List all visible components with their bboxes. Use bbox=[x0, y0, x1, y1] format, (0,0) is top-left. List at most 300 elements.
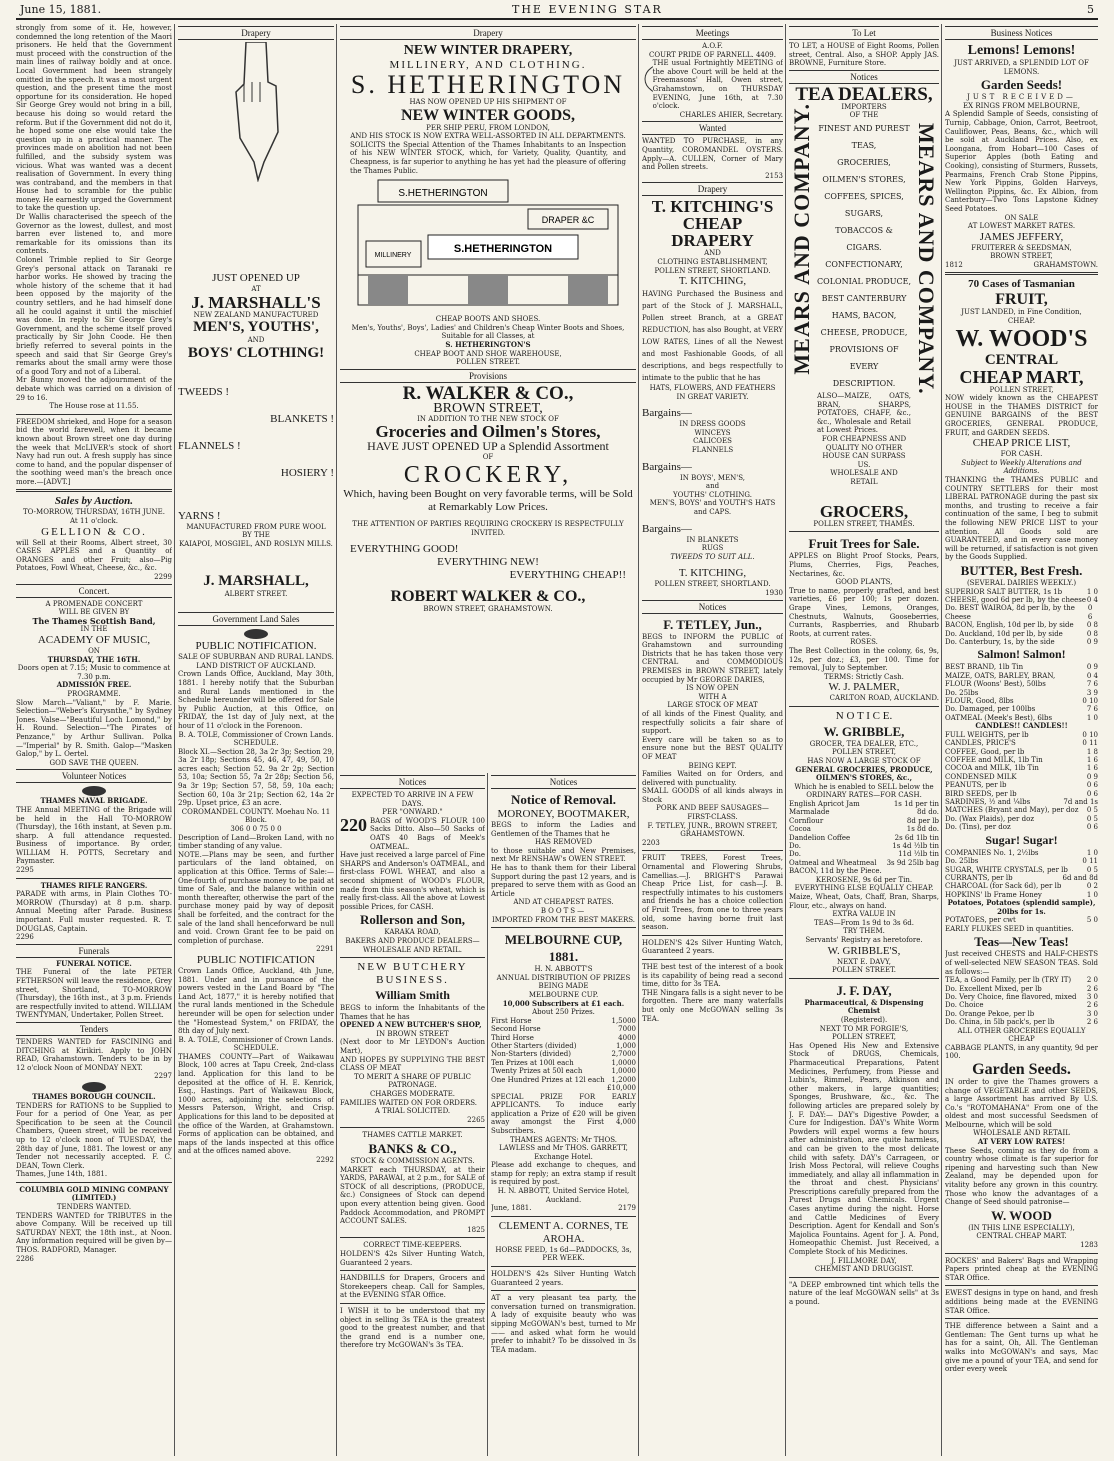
court-body: THE usual Fortnightly MEETING of the above Court will be held at the Freemasons' Hall, Owen street, Grahamstown, on THURSDAY EVENING, June 16th, at 7.30 o'clock. bbox=[652, 59, 783, 111]
price-row-label: COFFEE and MILK, 1lb Tin bbox=[945, 756, 1043, 765]
price-row-value: 0 2 bbox=[1086, 882, 1098, 891]
sale-time: At 11 o'clock. bbox=[69, 517, 118, 526]
paper-title: THE EVENING STAR bbox=[512, 3, 663, 16]
heth-opened: HAS NOW OPENED UP HIS SHIPMENT OF bbox=[409, 98, 567, 106]
tea-price-list bbox=[945, 976, 1098, 1026]
mears-item: HAMS, BACON, bbox=[831, 310, 897, 320]
tea-row bbox=[945, 993, 1098, 1001]
tea-row-value: 3 0 bbox=[1086, 1009, 1098, 1018]
prize-row-value: 1,0000 bbox=[611, 1067, 636, 1076]
price-row-value: 8d per lb bbox=[906, 816, 939, 825]
price-row bbox=[945, 680, 1098, 688]
gribble-try: TRY THEM. bbox=[843, 927, 885, 936]
gribble-street: POLLEN STREET, bbox=[831, 748, 897, 757]
arrive-title: EXPECTED TO ARRIVE IN A FEW DAYS. bbox=[351, 791, 474, 808]
cup-title: MELBOURNE CUP, 1881. bbox=[504, 932, 623, 965]
section-heading: Notices bbox=[340, 775, 485, 789]
garden-seeds-body: IN order to give the Thames growers a change of VEGETABLE and other SEEDS, a large Assortment has arrived By U.S. Co.'s "ROTOMAHANA" From one of the oldest and most successful Seedsmen of Melbourne, which will be sold bbox=[945, 1077, 1098, 1129]
gribble-teas: TEAS—From 1s 9d to 3s 6d. bbox=[813, 918, 915, 927]
heth-winter: NEW WINTER DRAPERY, bbox=[403, 43, 573, 58]
price-row-label: Do. 25lbs bbox=[945, 688, 979, 697]
court-title: COURT PRIDE OF PARNELL. 4409. bbox=[649, 50, 776, 59]
rollerson-name: Rollerson and Son, bbox=[359, 912, 466, 928]
price-row-value: 0 6 bbox=[1086, 823, 1098, 832]
bargains-heading: Bargains— bbox=[642, 407, 692, 420]
tetley-first: FIRST-CLASS. bbox=[687, 813, 738, 822]
prize-row-value: 1,0000 bbox=[611, 1058, 636, 1067]
price-row-label: Cornflour bbox=[789, 816, 824, 825]
price-row-label: Do. bbox=[789, 850, 801, 859]
mears-item: CONFECTIONARY, bbox=[825, 259, 903, 269]
price-row bbox=[945, 630, 1098, 638]
heth-boots-sub: Men's, Youths', Boys', Ladies' and Children's Cheap Winter Boots and Shoes, Suitable for all Classes, at bbox=[351, 323, 625, 341]
kitching-variety: IN GREAT VARIETY. bbox=[676, 392, 749, 401]
day-body: Has Opened His New and Extensive Stock of DRUGS, Chemicals, Pharmaceutical Preparations, Patent Medicines, Perfumery, from Piesse and Lubin's, Rimmel, Pears, Atkinson and other makers, in large quantities; Sponges, Brushware, &c., &c. The following articles are prepared solely by J. F. DAY:— DAY's Digestive Powder, a Cure for Indigestion. DAY's White Worm Powders will expel worms a few hours after administration, are quite harmless, and can be given to the most delicate child with safety. DAY's Carrageen, or Irish Moss Pectoral, will relieve Coughs immediately, and allay all inflammation in the throat and chest. Physicians' Prescriptions carefully prepared from the Purest Drugs and Chemicals. Urgent Cases anytime during the night. Horse and Cattle Medicines of Every Description. Agent for Kendall and Son's Majolica Fountains. Agent for J. A. Pond, Homeopathic Chemist. Just Received, a Complete Stock of his Medicines. bbox=[789, 1041, 939, 1257]
tea-row bbox=[945, 976, 1098, 984]
price-row-label: Do. bbox=[789, 842, 801, 851]
tobacco-advert: FREEDOM shrieked, and Hope for a season bid the world farewell, when it became known about Brown street one day during the week that McLIVER's stock of short Navy had run out. A fresh supply has since come to hand, and the popular dispenser of the soothing weed man's the breach once more.—[ADVT.] bbox=[16, 417, 172, 486]
wanted-body: WANTED TO PURCHASE, in any Quantity, COROMANDEL OYSTERS. Apply—A. CULLEN, Corner of Mary and Pollen streets. bbox=[642, 137, 783, 172]
price-row-value: 3 9 bbox=[1086, 688, 1098, 697]
price-list bbox=[945, 663, 1098, 722]
parliament-report: strongly from some of it. He, however, condemned the long retention of the Maori prisoners. He held that the Government must proceed with the construction of the main lines of railway boldly and at once. Local Government had been strangely omitted in the speech. It was a most urgent question, and the present time the most opportune for its consideration. He hoped Sir George Grey would not bring in a bill, because his doing so would retard the reform. But if the Government did not do it, he hoped some one else would take the question up in a practical manner. The provinces made on abolition had not been fulfilled, and the subsidy system was vicious. What was wanted was a decent realisation of Government. In every thing was contraband, and the members in that House had to scramble for the public money. He earnestly urged the Government to take the question up. bbox=[16, 24, 172, 213]
rollerson-road: KARAKA ROAD, bbox=[384, 928, 441, 937]
parliament-report: Colonel Trimble replied to Sir George Grey's personal attack on Taranaki re harbor works. He showed by tracing the whole history of the scheme that it had been opposed by the majority of the country settlers, and he had himself done all he could against it until the mischief was done. In reply to Sir George Grey's Government, and the scheme itself proved practically by Sir John Coode. He then briefly referred to several points in the speech and said that Sir George Grey's remarks about the small army were those of a good Tory and not of a Liberal. bbox=[16, 256, 172, 376]
seeds-on-sale: ON SALE bbox=[1004, 213, 1039, 222]
bargain-item: IN BLANKETS bbox=[686, 535, 739, 544]
butcher-next: (Next door to Mr LEYDON's Auction Mart), bbox=[340, 1038, 485, 1056]
marshall-mills: KAIAPOI, MOSGIEL, AND ROSLYN MILLS. bbox=[179, 539, 333, 548]
notification-subtitle: SALE OF SUBURBAN AND RURAL LANDS. bbox=[178, 653, 334, 662]
prize-row bbox=[491, 1034, 636, 1042]
price-row-value: 11d ½lb tin bbox=[898, 850, 939, 859]
jeffery-street: BROWN STREET, bbox=[990, 252, 1053, 261]
tetley-body: BEGS to INFORM the PUBLIC of Grahamstown and surrounding Districts that he has taken those very CENTRAL and COMMODIOUS PREMISES in BROWN STREET, lately occupied by Mr GEORGE DARIES, bbox=[642, 632, 783, 684]
tea-advert: THE difference between a Saint and a Gentleman: The Gent turns up what he has for a saint, Oh, All. The Gentleman walks into McGOWAN's and says, Mac give me a pound of your TEA, and send for order every week bbox=[945, 1322, 1098, 1374]
section-heading: Notices bbox=[789, 70, 939, 84]
removal-premises: to those suitable and New Premises, next Mr RENSHAW's OWEN STREET. bbox=[491, 846, 636, 864]
price-row-label: COFFEE, Good, per lb bbox=[945, 747, 1025, 756]
gribble-name: W. GRIBBLE, bbox=[823, 723, 905, 739]
prize-row-value: 7000 bbox=[618, 1025, 636, 1034]
marshall-and: AND bbox=[247, 336, 265, 345]
land-signature: B. A. TOLE, Commissioner of Crown Lands. bbox=[178, 730, 334, 739]
coromandel-title: COROMANDEL COUNTY. Moehau No. 11 Block. bbox=[181, 807, 331, 825]
price-row bbox=[945, 857, 1098, 865]
ad-number: 1812 bbox=[945, 260, 963, 269]
ad-number: 1825 bbox=[467, 1225, 485, 1234]
price-row-value: 0 5 bbox=[1086, 806, 1098, 815]
price-row-label: FLOUR (Woons' Best), 50lbs bbox=[945, 680, 1046, 689]
tetley-pork: PORK AND BEEF SAUSAGES— bbox=[656, 804, 769, 813]
price-row-value: 0 6 bbox=[1087, 604, 1093, 621]
gribble-maize: Maize, Wheat, Oats, Chaff, Bran, Sharps, Flour, etc., always on hand. bbox=[789, 893, 939, 910]
notification-title: PUBLIC NOTIFICATION. bbox=[195, 640, 317, 653]
tea-advert: AT a very pleasant tea party, the conversation turned on transmigration. A lady of exquisite beauty who was sipping McGOWAN's best, turned to Mr —— and asked what form he would prefer to inhabit? To be dissolved in 3s TEA madam. bbox=[491, 1294, 636, 1354]
bargain-item: IN BOYS', MEN'S, bbox=[679, 473, 746, 482]
day-signature: J. FILLMORE DAY, bbox=[831, 1256, 897, 1265]
tea-row bbox=[945, 1018, 1098, 1026]
naval-body: THE Annual MEETING of the Brigade will be held in the Hall TO-MORROW (Thursday), the 16th instant, at Seven p.m. sharp. A full attendance requested. Business of importance. By order, WILLIAM H. POTTS, Secretary and Paymaster. bbox=[16, 805, 172, 866]
removal-has: HAS REMOVED bbox=[534, 838, 593, 847]
price-row bbox=[789, 842, 939, 850]
price-row-value: 0 9 bbox=[1086, 663, 1098, 672]
abbott-dist: ANNUAL DISTRIBUTION OF PRIZES BEING MADE bbox=[496, 973, 631, 991]
price-row-value: 0 6 bbox=[1086, 781, 1098, 790]
tetley-kept: BEING KEPT. bbox=[688, 761, 737, 770]
walker-bought: Which, having been Bought on very favorable terms, will be Sold at Remarkably Low Prices. bbox=[343, 487, 633, 513]
price-row bbox=[945, 806, 1098, 814]
bargain-item: YOUTHS' CLOTHING. bbox=[673, 490, 752, 499]
naval-title: THAMES NAVAL BRIGADE. bbox=[40, 796, 148, 806]
price-row bbox=[945, 638, 1098, 646]
prize-row-value: 1,2000 bbox=[611, 1075, 636, 1084]
section-heading: Notices bbox=[642, 600, 783, 614]
price-row bbox=[945, 798, 1098, 806]
tetley-all: of all kinds of the Finest Quality, and respectfully solicits a fair share of support. bbox=[642, 709, 783, 736]
funeral-title: FUNERAL NOTICE. bbox=[56, 958, 132, 968]
section-heading: Meetings bbox=[642, 26, 783, 40]
walker-crockery: CROCKERY, bbox=[403, 461, 573, 488]
prize-row-label: Non-Starters (divided) bbox=[491, 1050, 571, 1059]
sale-date: TO-MORROW, THURSDAY, 16TH JUNE. bbox=[23, 508, 165, 517]
mears-item: OILMEN'S STORES, bbox=[822, 174, 906, 184]
price-row-label: English Apricot Jam bbox=[789, 800, 860, 809]
column-2 bbox=[178, 24, 334, 1456]
price-row-label: Oatmeal and Wheatmeal bbox=[789, 858, 877, 867]
sign-text: MILLINERY bbox=[374, 252, 412, 260]
bargain-item: MEN'S, BOYS' and YOUTH'S HATS bbox=[649, 499, 776, 508]
price-row bbox=[945, 874, 1098, 882]
mears-grocers: GROCERS, bbox=[819, 501, 909, 521]
prize-row-value: 2,7000 bbox=[611, 1050, 636, 1059]
price-row-value: 0 11 bbox=[1082, 857, 1098, 866]
fruit-trees-body: APPLES on Blight Proof Stocks, Pears, Plums, Cherries, Figs, Peaches, Nectarines, &c. bbox=[789, 552, 939, 578]
gribble-prices bbox=[789, 800, 939, 867]
parliament-report: The House rose at 11.55. bbox=[49, 402, 139, 411]
price-row bbox=[789, 800, 939, 808]
price-row bbox=[945, 672, 1098, 680]
palmer-name: W. J. PALMER, bbox=[828, 681, 900, 694]
tetley-signature: F. TETLEY, JUNR., BROWN STREET, GRAHAMSTOWN. bbox=[647, 821, 778, 839]
gribble-servants: Servants' Registry as heretofore. bbox=[805, 936, 923, 945]
gribble-has: HAS NOW A LARGE STOCK OF bbox=[807, 757, 921, 766]
tea-advert: I WISH it to be understood that my object in selling 3s TEA is the greatest good to the greatest number, and that the grand end is a number one, therefore try McGOWAN's 3s TEA. bbox=[340, 1306, 485, 1350]
prize-row bbox=[491, 1059, 636, 1067]
abbott-cup: MELBOURNE CUP. bbox=[528, 990, 599, 999]
butcher-street: IN BROWN STREET bbox=[376, 1029, 449, 1038]
tea-advert: THE Ningara falls is a sight never to be forgotten. There are many waterfalls but only one McGOWAN selling 3s TEA. bbox=[642, 988, 783, 1023]
marshall-signature: J. MARSHALL, bbox=[203, 572, 309, 589]
mears-list bbox=[817, 103, 911, 487]
section-heading: Funerals bbox=[16, 944, 172, 958]
price-row-value: 7d and 1s bbox=[1063, 798, 1098, 807]
price-row bbox=[945, 739, 1098, 747]
walker-attention: THE ATTENTION OF PARTIES REQUIRING CROCKERY IS RESPECTFULLY INVITED. bbox=[352, 519, 624, 537]
column-rule bbox=[638, 24, 639, 1456]
tea-row-label: TEA, a Good Family, per lb (TRY IT) bbox=[945, 976, 1072, 985]
section-heading: Sales by Auction. bbox=[54, 495, 134, 508]
prize-row-label: One Hundred Prizes at 12l each bbox=[491, 1075, 605, 1084]
wood-central: CENTRAL bbox=[984, 351, 1059, 368]
walker-groceries: Groceries and Oilmen's Stores, bbox=[375, 422, 601, 442]
tea-row-label: Do. Choice bbox=[945, 1001, 984, 1010]
day-trade: Pharmaceutical, & Dispensing Chemist bbox=[804, 997, 924, 1016]
butcher-name: William Smith bbox=[375, 988, 450, 1003]
butter-dairies: (SEVERAL DAIRIES WEEKLY.) bbox=[966, 578, 1077, 587]
price-row-value: 1 8 bbox=[1086, 747, 1098, 756]
arrive-flour: BAGS of WOOD'S FLOUR 100 Sacks Ditto. Also—50 Sacks of OATS 40 Bags of Meek's OATMEAL. bbox=[370, 816, 485, 851]
butter-title: BUTTER, Best Fresh. bbox=[960, 562, 1083, 578]
heth-stock: AND HIS STOCK IS NOW EXTRA WELL-ASSORTED IN ALL DEPARTMENTS. bbox=[350, 132, 626, 141]
borough-body: TENDERS for RATIONS to be Supplied to Four for a period of One Year, as per Specification to be seen at the Council Chambers, Queen street, will be received up to 12 o'clock noon of TUESDAY, the 28th day of June, 1881. The lowest or any Tender not necessarily accepted. F. C. DEAN, Town Clerk. bbox=[16, 1101, 172, 1170]
kitching-signature: T. KITCHING, bbox=[678, 567, 747, 580]
heth-warehouse-3: POLLEN STREET. bbox=[455, 358, 521, 367]
wood-signature: W. WOOD bbox=[991, 1207, 1052, 1223]
seeds-received: JUST RECEIVED— bbox=[967, 93, 1076, 102]
walker-street: BROWN STREET, bbox=[433, 400, 543, 416]
tea-row-value: 2 6 bbox=[1086, 984, 1098, 993]
section-heading: Notices bbox=[491, 775, 636, 789]
bargains-heading: Bargains— bbox=[642, 460, 692, 473]
tender-body: TENDERS WANTED for FASCINING and DITCHING at Kirikiri. Apply to JOHN READ, Grahamstown. Tenders to be in by 12 o'clock Noon of MONDAY NEXT. bbox=[16, 1037, 172, 1072]
price-row bbox=[945, 697, 1098, 705]
prize-row-value: 4000 bbox=[618, 1033, 636, 1042]
ad-number: 2296 bbox=[16, 933, 34, 942]
tetley-every: Every care will be taken so as to ensure none but the BEST QUALITY OF MEAT bbox=[642, 735, 783, 761]
abbott-name: H. N. ABBOTT'S bbox=[534, 965, 593, 974]
tea-row bbox=[945, 985, 1098, 993]
walker-everything-good: EVERYTHING GOOD! bbox=[350, 543, 459, 556]
land-note: NOTE.—Plans may be seen, and further particulars of the land obtained, on application at this Office. Terms of Sale:—One-fourth of purchase money to be paid at time of Sale, and the balance within one month thereafter, otherwise the part of the purchase money paid by way of deposit shall be forfeited, and the contract for the sale of the land shall henceforward be null and void. Crown Grant fee to be paid on completion of purchase. bbox=[178, 850, 334, 945]
tea-row-label: Do. Orange Pekoe, per lb bbox=[945, 1009, 1035, 1018]
price-row-value: 1 6 bbox=[1086, 764, 1098, 773]
price-list-subject: Subject to Weekly Alterations and Additions. bbox=[961, 458, 1082, 476]
price-list-title: CHEAP PRICE LIST, bbox=[972, 437, 1071, 450]
sale-body: will Sell at their Rooms, Albert street, 30 CASES APPLES and a Quantity of ORANGES and other Fruit; also—Pig Potatoes, Fowl Wheat, Cheese, &c., &c. bbox=[16, 538, 172, 573]
tasmanian-landed: JUST LANDED, in Fine Condition, bbox=[961, 308, 1082, 317]
special-prize: SPECIAL PRIZE FOR EARLY APPLICANTS. To induce early application a Prize of £20 will be given away amongst the First 4,000 Subscribers. bbox=[491, 1092, 636, 1135]
abbott-subscribers: 10,000 Subscribers at £1 each. bbox=[502, 998, 625, 1008]
price-row bbox=[945, 705, 1098, 713]
day-next: NEXT TO MR FORGIE'S, bbox=[819, 1024, 909, 1033]
price-row bbox=[789, 859, 939, 867]
parliament-report: Dr Wallis characterised the speech of the Governor as the lowest, dullest, and most barren ever listened to, and more remarkable for its omissions than its contents. bbox=[16, 213, 172, 256]
heth-goods: NEW WINTER GOODS, bbox=[400, 106, 576, 124]
holden-watch: HOLDEN'S 42s Silver Hunting Watch, Guaranteed 2 years. bbox=[642, 938, 783, 956]
gold-subtitle: TENDERS WANTED. bbox=[56, 1203, 132, 1212]
lemons-title: Lemons! Lemons! bbox=[967, 43, 1076, 58]
concert-anthem: GOD SAVE THE QUEEN. bbox=[49, 758, 139, 767]
price-row-label: Do. Canterbury, 1s, by the side bbox=[945, 637, 1055, 646]
removal-name: MORONEY, BOOTMAKER, bbox=[497, 808, 630, 820]
palmer-address: CARLTON ROAD, AUCKLAND. bbox=[829, 694, 939, 703]
mears-also: ALSO—MAIZE, OATS, BRAN, SHARPS, POTATOES, CHAFF, &c., &c., Wholesale and Retail at Lowest Prices. bbox=[817, 391, 911, 435]
mears-street: POLLEN STREET, THAMES. bbox=[813, 519, 915, 528]
tea-row-label: Do. China, in 5lb pack's, per lb bbox=[945, 1018, 1055, 1027]
ad-number: 1930 bbox=[765, 589, 783, 597]
banks-body: MARKET each THURSDAY, at their YARDS, PARAWAI, at 2 p.m., for SALE of STOCK of all descriptions, (PRODUCE, &c.) Consignees of Stock can depend upon every attention being given. Good Paddock Accommodation, and PROMPT ACCOUNT SALES. bbox=[340, 1165, 485, 1226]
arrive-body: Have just received a large parcel of Fine SHARPS and Anderson's OATMEAL, and first-class FOWL WHEAT, and also a second shipment of WOOD's FLOUR, made from this season's wheat, which is really first-class. All the above at Lowest possible Prices, for CASH. bbox=[340, 851, 485, 911]
potatoes-price: 5 0 bbox=[1086, 916, 1098, 925]
mears-item: PROVISIONS OF EVERY bbox=[829, 344, 899, 371]
abbott-signature: H. N. ABBOTT, United Service Hotel, Auckland. bbox=[497, 1187, 630, 1204]
price-row bbox=[945, 849, 1098, 857]
section-heading: To Let bbox=[789, 26, 939, 40]
price-row-label: Do. Damaged, per 100lbs bbox=[945, 705, 1036, 714]
potatoes-title: Potatoes, Potatoes (splendid sample), 20lbs for 1s. bbox=[947, 898, 1096, 916]
tweeds-line: TWEEDS TO SUIT ALL. bbox=[670, 552, 755, 561]
butcher-merit: TO MERIT A SHARE OF PUBLIC PATRONAGE. bbox=[354, 1072, 471, 1090]
prize-row bbox=[491, 1017, 636, 1025]
heth-warehouse: S. HETHERINGTON'S bbox=[445, 339, 531, 349]
prize-row-label: First Horse bbox=[491, 1016, 532, 1025]
gold-title: COLUMBIA GOLD MINING COMPANY (LIMITED.) bbox=[19, 1184, 169, 1203]
price-row-label: COMPANIES No. 1, 2½lbs bbox=[945, 848, 1039, 857]
tetley-name: F. TETLEY, Jun., bbox=[663, 616, 762, 632]
fruit-trees-body-2: True to name, properly grafted, and best varieties, £6 per 100; 1s per dozen. Grape Vines, Lemons, Oranges, Chestnuts, Walnuts, Gooseberries, Currants, Raspberries, and Rhubarb Roots, at current rates. bbox=[789, 586, 939, 638]
day-signature-2: CHEMIST AND DRUGGIST. bbox=[814, 1265, 914, 1274]
handbills-advert: HANDBILLS for Drapers, Grocers and Storekeepers cheap. Call for Samples, at the EVENING STAR Office. bbox=[340, 1274, 485, 1300]
price-row-label: Cocoa bbox=[789, 825, 811, 834]
price-row bbox=[945, 773, 1098, 781]
coromandel-row: 306 0 0 75 0 0 bbox=[230, 825, 282, 834]
column-rule bbox=[336, 24, 337, 1456]
price-row-label: SARDINES, ½ and ¼lbs bbox=[945, 798, 1031, 807]
ad-number: 2179 bbox=[618, 1204, 636, 1213]
tea-row bbox=[945, 1010, 1098, 1018]
column-1 bbox=[16, 24, 172, 1456]
removal-title: Notice of Removal. bbox=[510, 792, 617, 807]
rifle-body: PARADE with arms, in Plain Clothes TO-MORROW (Thursday) at 8 p.m. sharp. Annual Meeting after Parade. Business important. Full muster requested. R. T. DOUGLAS, Captain. bbox=[16, 890, 172, 933]
rollerson-trade: BAKERS AND PRODUCE DEALERS— bbox=[345, 936, 480, 945]
price-row bbox=[945, 882, 1098, 890]
section-heading: Wanted bbox=[642, 121, 783, 135]
prize-row bbox=[491, 1025, 636, 1033]
column-6 bbox=[789, 24, 939, 1456]
price-row bbox=[789, 834, 939, 842]
price-row-value: 7 6 bbox=[1086, 680, 1098, 689]
kitching-hats: HATS, FLOWERS, AND FEATHERS bbox=[649, 384, 776, 393]
day-registered: (Registered). bbox=[840, 1016, 888, 1024]
ad-number: 1283 bbox=[1080, 1241, 1098, 1249]
marshall-street: ALBERT STREET. bbox=[224, 589, 288, 598]
price-row-value: 7 6 bbox=[1086, 705, 1098, 714]
schedule-body: Block XI.—Section 28, 3a 2r 3p; Section 29, 3a 2r 18p; Sections 45, 46, 47, 49, 50, 10 acres each; Section 52. 9a 2r 2p; Section 53, 10a; Section 55, 7a 2r 28p; Section 56, 9a 3r 19p; Section 57, 58, 59, 10a each; Section 60, 10a 3r 21p; Section 62, 14a 2r 29p. Upset price, £3 an acre. bbox=[178, 747, 334, 808]
price-row-label: Dandelion Coffee bbox=[789, 833, 851, 842]
page-number: 5 bbox=[1087, 3, 1094, 16]
prize-row-label: Other Starters (divided) bbox=[491, 1041, 577, 1050]
marshall-yarns: YARNS ! bbox=[178, 509, 221, 522]
price-row-value: 2s 6d 1lb tin bbox=[894, 833, 939, 842]
gribble-kerosene: KEROSENE, 9s 6d per Tin. bbox=[815, 875, 913, 884]
price-row-label: FLOUR, Good, 8lbs bbox=[945, 697, 1014, 705]
concert-date: THURSDAY, THE 16TH. bbox=[47, 654, 141, 664]
tetley-open: IS NOW OPEN bbox=[686, 684, 739, 693]
day-street: POLLEN STREET, bbox=[831, 1033, 897, 1042]
funeral-body: THE Funeral of the late PETER FETHERSON will leave the residence, Grey street, Shortland, TO-MORROW (Thursday), the 16th inst., at 3 p.m. Friends are respectfully invited to attend. WILLIAM TWENTYMAN, Undertaker, Pollen Street. bbox=[16, 968, 172, 1020]
sugar-title: Sugar! Sugar! bbox=[985, 832, 1058, 847]
price-row bbox=[789, 825, 939, 833]
concert-doors: Doors open at 7.15; Music to commence at 7.30 p.m. bbox=[17, 664, 171, 681]
tea-row-value: 2 6 bbox=[1086, 1018, 1098, 1027]
tolet-body: TO LET, a HOUSE of Eight Rooms, Pollen street, Central. Also, a SHOP. Apply JAS. BROWNE, Furniture Store. bbox=[789, 42, 939, 68]
column-4 bbox=[491, 773, 636, 1456]
gribble-notice: N O T I C E. bbox=[835, 709, 893, 722]
issue-date: June 15, 1881. bbox=[20, 3, 102, 16]
price-row-label: Do. (Wax Plaids), per doz bbox=[945, 814, 1035, 823]
mears-item: SUGARS, bbox=[844, 208, 884, 218]
price-row-value: 0 9 bbox=[1086, 637, 1098, 646]
prize-row-label: Ten Prizes at 100l each bbox=[491, 1058, 574, 1067]
price-row bbox=[945, 781, 1098, 789]
wood-mart-signature: CENTRAL CHEAP MART. bbox=[976, 1232, 1067, 1241]
butcher-trial: A TRIAL SOLICITED. bbox=[374, 1107, 451, 1116]
gribble-next: NEXT E. DAVY, bbox=[837, 957, 891, 966]
jeffery-name: JAMES JEFFERY, bbox=[979, 230, 1064, 243]
lemons-body: JUST ARRIVED, a SPLENDID LOT OF LEMONS. bbox=[954, 59, 1089, 76]
pointing-hand-icon bbox=[216, 42, 296, 182]
seeds-ship: EX RINGS FROM MELBOURNE, bbox=[963, 101, 1080, 110]
price-row-label: MAIZE, OATS, BARLEY, BRAN, bbox=[945, 671, 1056, 680]
price-row bbox=[945, 764, 1098, 772]
gribble-signature: W. GRIBBLE'S, bbox=[827, 944, 901, 957]
concert-band: The Thames Scottish Band, bbox=[32, 615, 156, 626]
bargain-item: and CAPS. bbox=[693, 508, 732, 517]
potatoes-label: POTATOES, per cwt bbox=[945, 916, 1016, 925]
walker-name: R. WALKER & CO., bbox=[402, 382, 574, 404]
tea-row-value: 2 0 bbox=[1086, 976, 1098, 985]
marshall-men: MEN'S, YOUTHS', bbox=[193, 319, 319, 336]
column-7 bbox=[945, 24, 1098, 1456]
gribble-bacon: BACON, 11d by the Piece. bbox=[789, 867, 882, 876]
ad-number: 2297 bbox=[154, 1072, 172, 1081]
fruit-trees-good: GOOD PLANTS, bbox=[835, 578, 893, 587]
price-list bbox=[945, 849, 1098, 899]
section-heading: Tenders bbox=[16, 1022, 172, 1036]
marshall-open: JUST OPENED UP bbox=[212, 272, 300, 284]
land-district: LAND DISTRICT OF AUCKLAND. bbox=[196, 661, 316, 670]
mears-vertical-left: MEARS AND COMPANY. bbox=[789, 102, 814, 375]
price-row-value: 0 8 bbox=[1086, 621, 1098, 630]
bargain-item: WINCEYS bbox=[694, 428, 731, 437]
mears-importers: IMPORTERS bbox=[841, 102, 887, 111]
tetley-small: SMALL GOODS of all kinds always in Stock bbox=[642, 787, 783, 804]
price-row bbox=[945, 815, 1098, 823]
walker-have: HAVE JUST OPENED UP a Splendid Assortment bbox=[367, 439, 609, 454]
price-row bbox=[945, 866, 1098, 874]
price-row-label: CANDLES, PRICE'S bbox=[945, 739, 1016, 748]
price-row-value: 6d and 8d bbox=[1062, 873, 1098, 882]
aof-title: A.O.F. bbox=[702, 42, 723, 50]
shopfront-illustration bbox=[348, 175, 628, 315]
ad-number: 2153 bbox=[765, 171, 783, 180]
price-row-label: BACON, English, 10d per lb, by side bbox=[945, 621, 1074, 630]
price-row bbox=[945, 596, 1098, 604]
concert-on: ON bbox=[88, 647, 100, 655]
prize-row-value: 1,5000 bbox=[611, 1016, 636, 1025]
notification-body: Crown Lands Office, Auckland, 4th June, 1881. Under and in pursuance of the powers vested in the Land Board by "The Land Act, 1877," it is hereby notified that the rural lands mentioned in the Schedule hereunder will be open for selection under the "Homestead System," on FRIDAY, the 8th day of July next. bbox=[178, 966, 334, 1036]
column-3-top bbox=[340, 24, 636, 769]
ad-number: 2291 bbox=[316, 945, 334, 954]
printing-advert: EWEST designs in type on hand, and fresh additions being made at the EVENING STAR Office. bbox=[945, 1289, 1098, 1315]
price-row-label: CURRANTS, per lb bbox=[945, 873, 1013, 882]
day-name: J. F. DAY, bbox=[836, 982, 892, 998]
price-row bbox=[945, 756, 1098, 764]
walker-of: OF bbox=[482, 453, 494, 462]
prize-table bbox=[491, 1017, 636, 1084]
boots-sub: IMPORTED FROM THE BEST MAKERS. bbox=[491, 915, 636, 924]
